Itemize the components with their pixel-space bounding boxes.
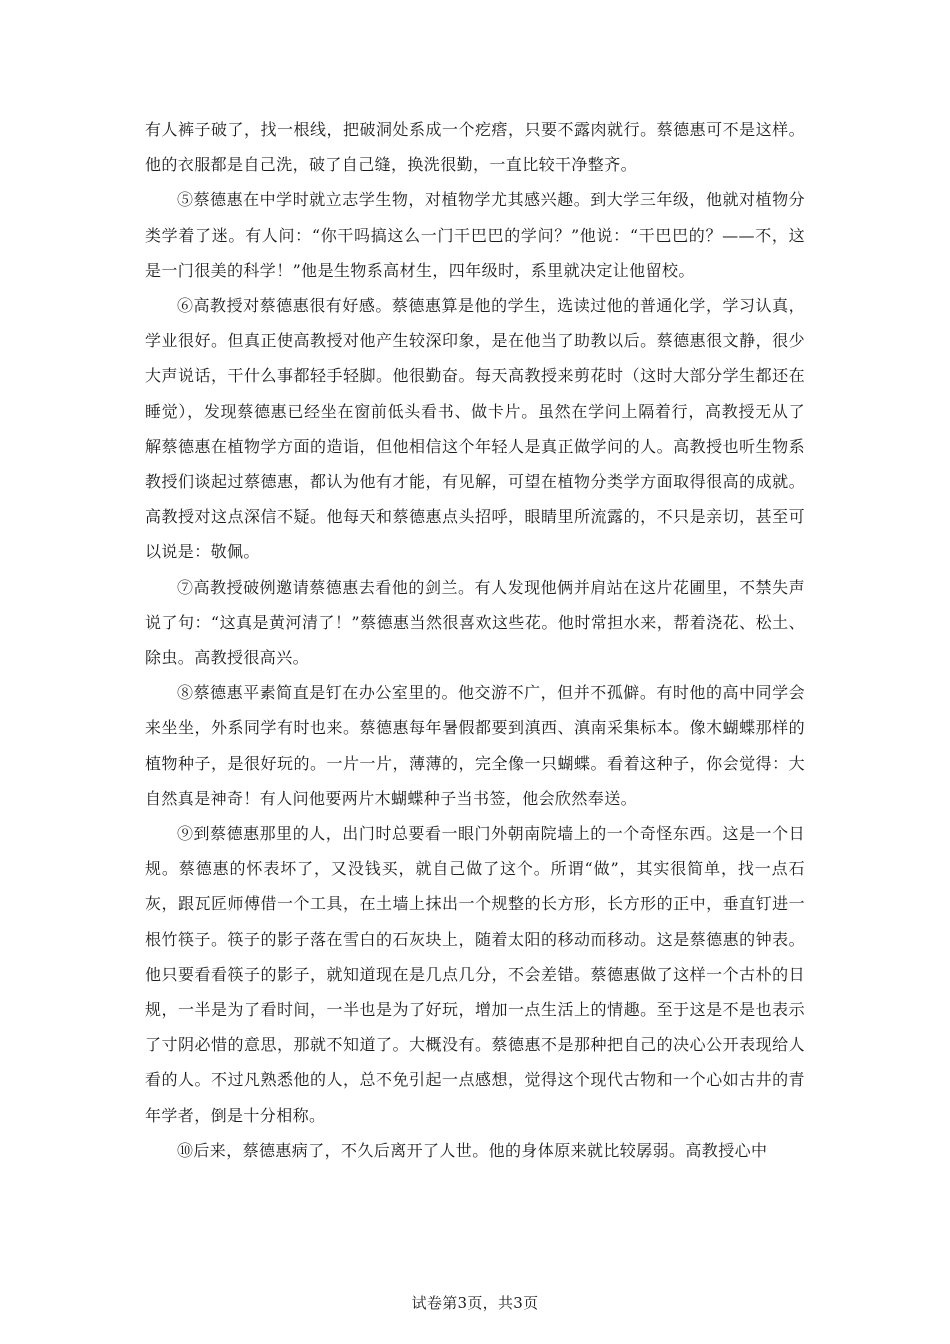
page-footer: 试卷第3页，共3页 [411,1294,539,1312]
paragraph-6: ⑥高教授对蔡德惠很有好感。蔡德惠算是他的学生，选读过他的普通化学，学习认真，学业很好。但真正使高教授对他产生较深印象，是在他当了助教以后。蔡德惠很文静，很少大声说话，干什么事都轻手轻脚。他很勤奋。每天高教授来剪花时（这时大部分学生都还在睡觉），发现蔡德惠已经坐在窗前低头看书、做卡片。虽然在学问上隔着行，高教授无从了解蔡德惠在植物学方面的造诣，但他相信这个年轻人是真正做学问的人。高教授也听生物系教授们谈起过蔡德惠，都认为他有才能，有见解，可望在植物分类学方面取得很高的成就。高教授对这点深信不疑。他每天和蔡德惠点头招呼，眼睛里所流露的，不只是亲切，甚至可以说是：敬佩。 [145,296,805,562]
paragraph-9: ⑨到蔡德惠那里的人，出门时总要看一眼门外朝南院墙上的一个奇怪东西。这是一个日规。蔡德惠的怀表坏了，又没钱买，就自己做了这个。所谓“做”，其实很简单，找一点石灰，跟瓦匠师傅借一个工具，在土墙上抹出一个规整的长方形，长方形的正中，垂直钉进一根竹筷子。筷子的影子落在雪白的石灰块上，随着太阳的移动而移动。这是蔡德惠的钟表。他只要看看筷子的影子，就知道现在是几点几分，不会差错。蔡德惠做了这样一个古朴的日规，一半是为了看时间，一半也是为了好玩，增加一点生活上的情趣。至于这是不是也表示了寸阴必惜的意思，那就不知道了。大概没有。蔡德惠不是那种把自己的决心公开表现给人看的人。不过凡熟悉他的人，总不免引起一点感想，觉得这个现代古物和一个心如古井的青年学者，倒是十分相称。 [145,824,805,1125]
article-body [145,112,805,1168]
paragraph-5: ⑤蔡德惠在中学时就立志学生物，对植物学尤其感兴趣。到大学三年级，他就对植物分类学着了迷。有人问：“你干吗搞这么一门干巴巴的学问？”他说：“干巴巴的？——不，这是一门很美的科学！”他是生物系高材生，四年级时，系里就决定让他留校。 [145,190,805,280]
paragraph-7: ⑦高教授破例邀请蔡德惠去看他的剑兰。有人发现他俩并肩站在这片花圃里，不禁失声说了句：“这真是黄河清了！”蔡德惠当然很喜欢这些花。他时常担水来，帮着浇花、松土、除虫。高教授很高兴。 [145,577,805,668]
paragraph-10: ⑩后来，蔡德惠病了，不久后离开了人世。他的身体原来就比较孱弱。高教授心中 [177,1140,768,1160]
paragraph-8: ⑧蔡德惠平素简直是钉在办公室里的。他交游不广，但并不孤僻。有时他的高中同学会来坐坐，外系同学有时也来。蔡德惠每年暑假都要到滇西、滇南采集标本。像木蝴蝶那样的植物种子，是很好玩的。一片一片，薄薄的，完全像一只蝴蝶。看着这种子，你会觉得：大自然真是神奇！有人问他要两片木蝴蝶种子当书签，他会欣然奉送。 [145,683,805,808]
paragraph-continued: 有人裤子破了，找一根线，把破洞处系成一个疙瘩，只要不露肉就行。蔡德惠可不是这样。他的衣服都是自己洗，破了自己缝，换洗很勤，一直比较干净整齐。 [145,120,805,175]
